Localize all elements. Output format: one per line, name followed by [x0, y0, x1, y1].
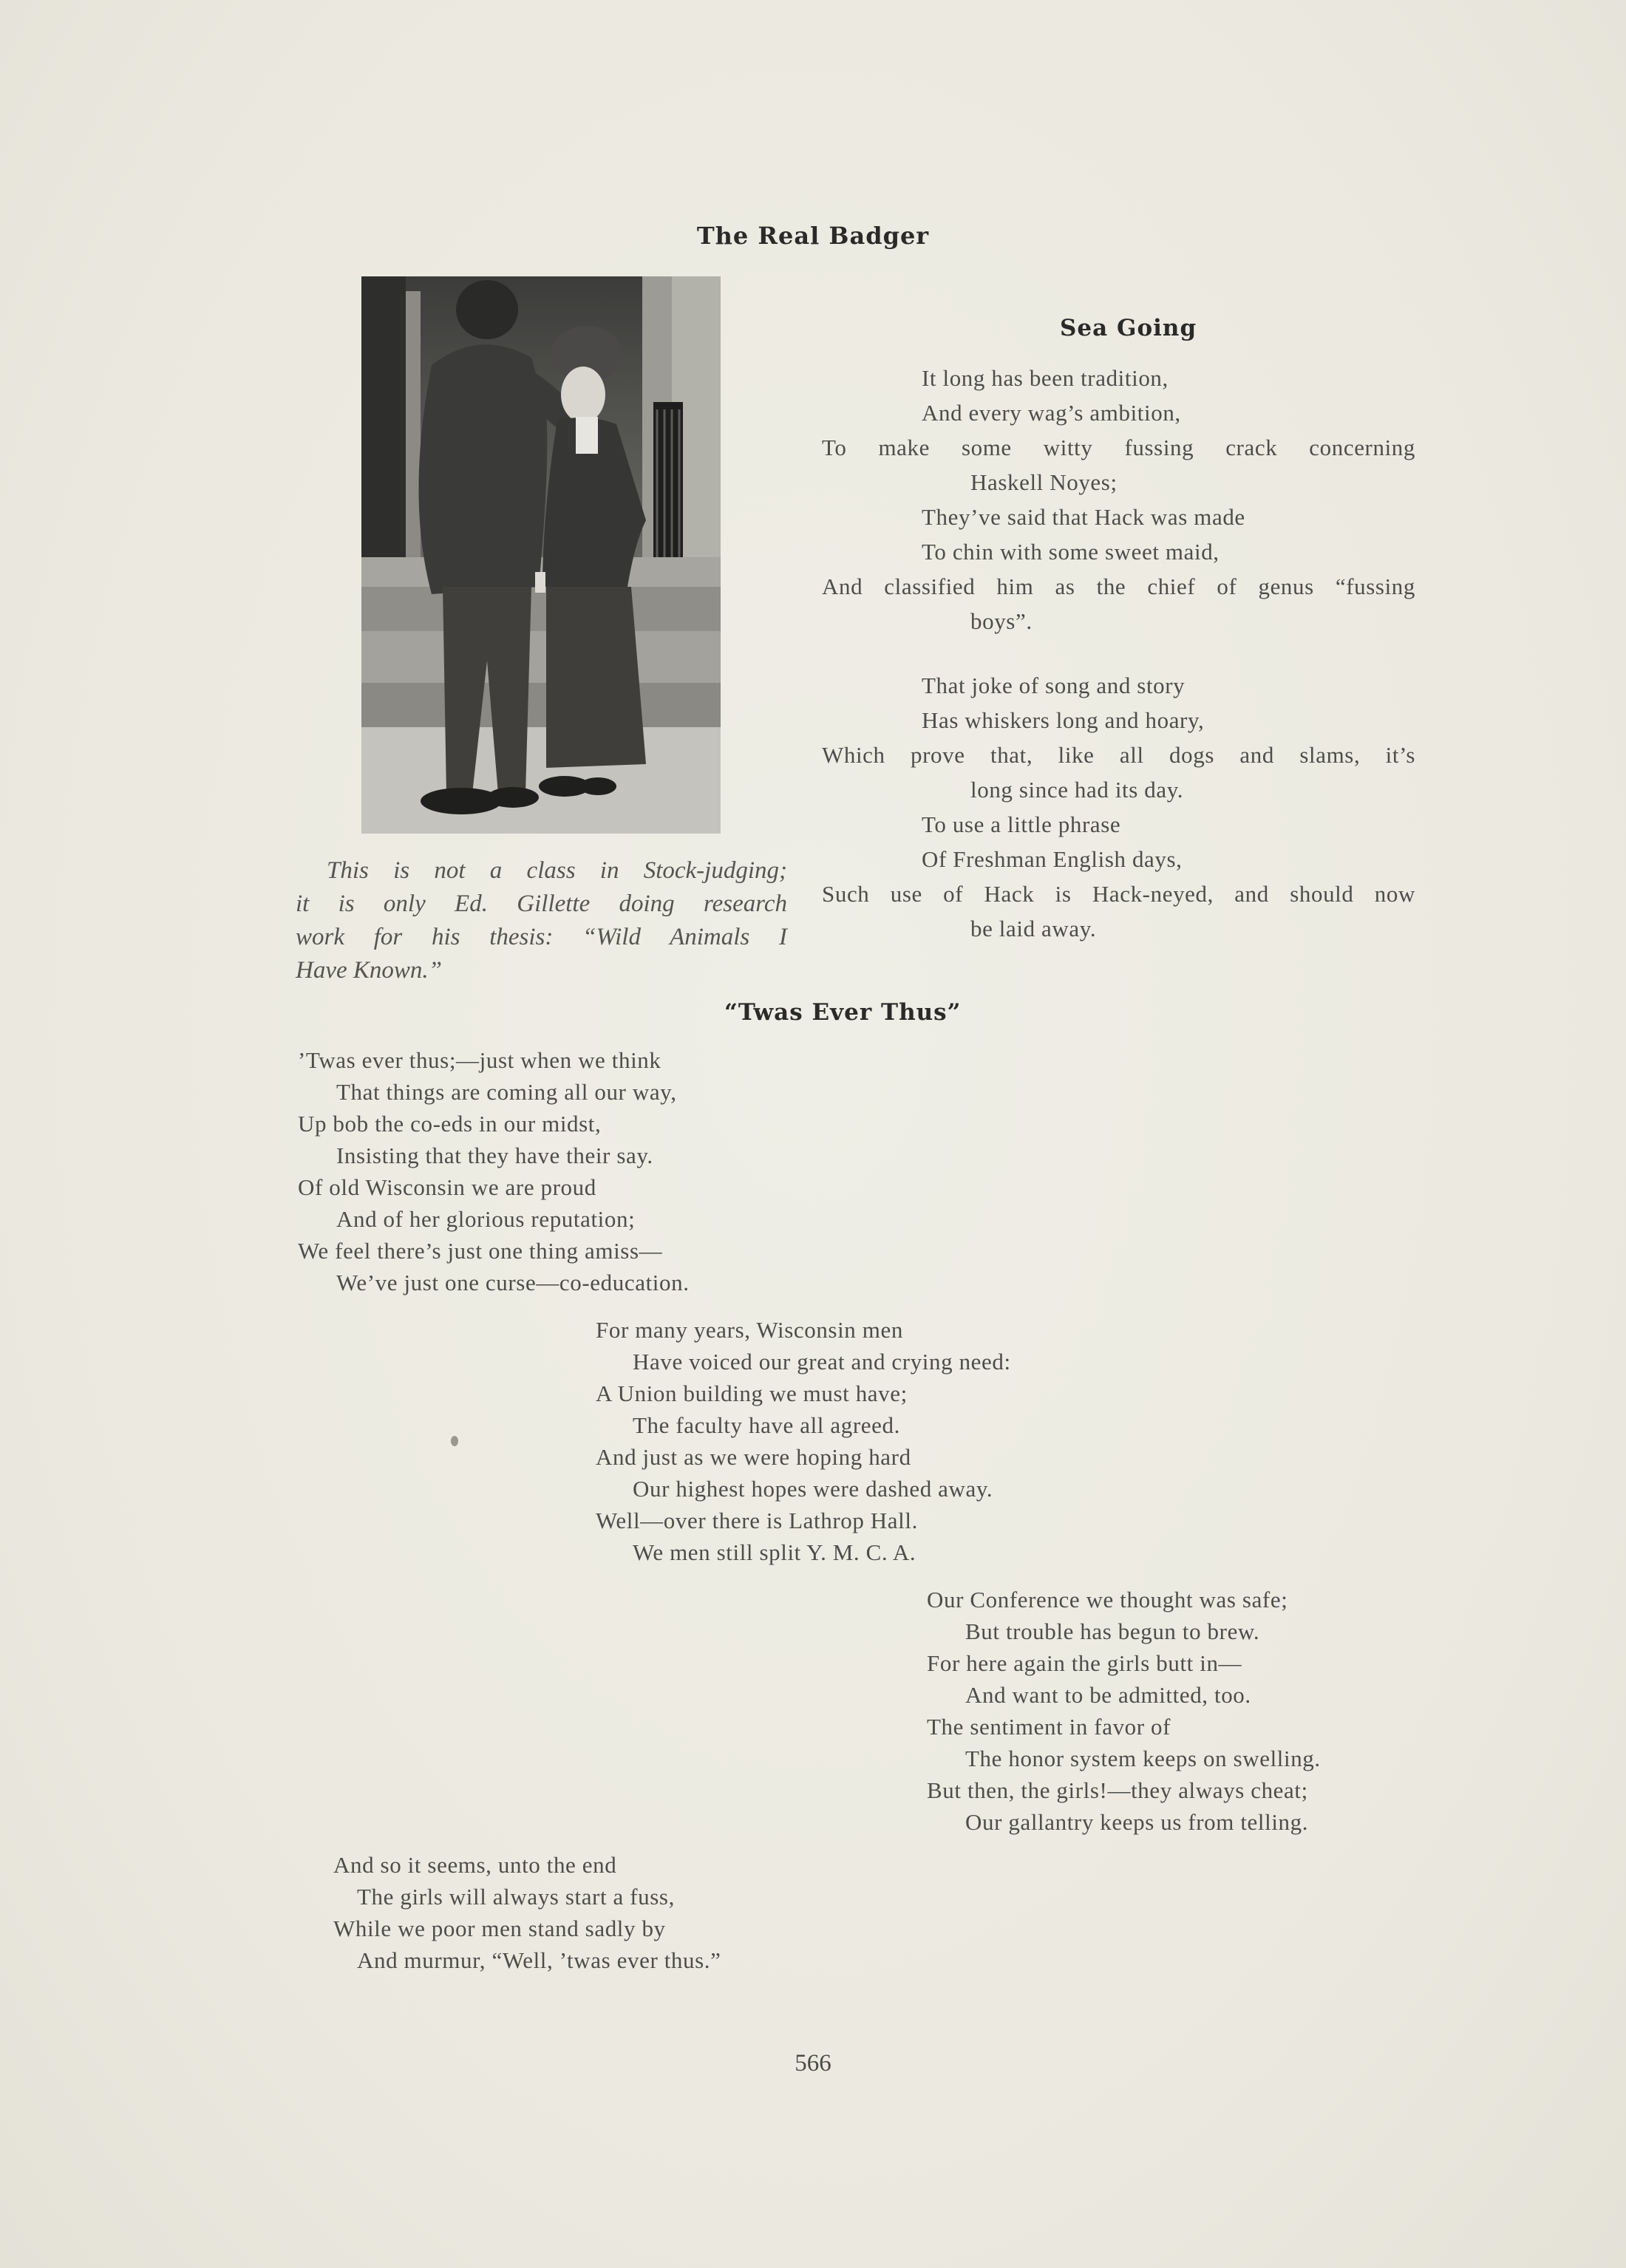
poem-line: The honor system keeps on swelling.: [965, 1746, 1321, 1771]
poem-line: long since had its day.: [970, 777, 1184, 803]
poem-line: To use a little phrase: [922, 811, 1121, 837]
poem-line: But trouble has begun to brew.: [965, 1618, 1260, 1644]
poem-line: Haskell Noyes;: [970, 469, 1118, 495]
poem-line: Our highest hopes were dashed away.: [633, 1476, 993, 1502]
poem-line: Up bob the co-eds in our midst,: [298, 1111, 602, 1137]
poem-line: boys”.: [970, 608, 1033, 634]
poem-line: Of Freshman English days,: [922, 846, 1183, 872]
poem-line: Of old Wisconsin we are proud: [298, 1174, 596, 1200]
poem-line: ’Twas ever thus;—just when we think: [298, 1047, 661, 1073]
poem-line: Has whiskers long and hoary,: [922, 707, 1205, 733]
poem-line: It long has been tradition,: [922, 365, 1169, 391]
poem-line: And want to be admitted, too.: [965, 1682, 1251, 1708]
poem-line: For many years, Wisconsin men: [596, 1317, 903, 1343]
poem-line: They’ve said that Hack was made: [922, 504, 1245, 530]
page-number: 566: [795, 2050, 831, 2077]
poem-line: We’ve just one curse—co-education.: [336, 1270, 690, 1295]
poem-line: Which prove that, like all dogs and slams, it’s: [822, 742, 1415, 768]
poem-line: Well—over there is Lathrop Hall.: [596, 1508, 918, 1533]
poem-line: That joke of song and story: [922, 672, 1186, 698]
ink-speck: [451, 1436, 458, 1446]
poem-line: Our gallantry keeps us from telling.: [965, 1809, 1309, 1835]
poem-line: And every wag’s ambition,: [922, 400, 1181, 426]
poem-line: For here again the girls butt in—: [927, 1650, 1242, 1676]
poem-line: Have voiced our great and crying need:: [633, 1349, 1011, 1375]
poem-title-sea-going: Sea Going: [1060, 315, 1197, 341]
photograph: [361, 276, 721, 834]
poem-line: be laid away.: [970, 916, 1097, 941]
poem-line: But then, the girls!—they always cheat;: [927, 1777, 1308, 1803]
caption-line: it is only Ed. Gillette doing research: [296, 890, 787, 917]
poem-line: The girls will always start a fuss,: [357, 1884, 675, 1910]
poem-line: A Union building we must have;: [596, 1380, 908, 1406]
poem-line: And just as we were hoping hard: [596, 1444, 911, 1470]
running-header: The Real Badger: [696, 222, 930, 250]
poem-line: And so it seems, unto the end: [333, 1852, 617, 1878]
poem-line: The sentiment in favor of: [927, 1714, 1171, 1740]
caption-line: Have Known.”: [296, 957, 442, 984]
poem-line: We men still split Y. M. C. A.: [633, 1539, 916, 1565]
poem-line: Insisting that they have their say.: [336, 1142, 653, 1168]
poem-title-twas-ever-thus: “Twas Ever Thus”: [724, 999, 962, 1026]
poem-line: We feel there’s just one thing amiss—: [298, 1238, 663, 1264]
photo-illustration: [361, 276, 721, 834]
poem-line: That things are coming all our way,: [336, 1079, 677, 1105]
poem-line: To make some witty fussing crack concerning: [822, 435, 1415, 460]
caption-line: This is not a class in Stock-judging;: [327, 857, 787, 884]
poem-line: While we poor men stand sadly by: [333, 1915, 666, 1941]
caption-line: work for his thesis: “Wild Animals I: [296, 924, 787, 950]
poem-line: And of her glorious reputation;: [336, 1206, 636, 1232]
poem-line: To chin with some sweet maid,: [922, 539, 1220, 565]
poem-line: Our Conference we thought was safe;: [927, 1587, 1288, 1613]
poem-line: And murmur, “Well, ’twas ever thus.”: [357, 1947, 721, 1973]
poem-line: And classified him as the chief of genus “fussing: [822, 573, 1415, 599]
photo-caption: [296, 854, 787, 987]
poem-line: Such use of Hack is Hack-neyed, and should now: [822, 881, 1415, 907]
poem-line: The faculty have all agreed.: [633, 1412, 900, 1438]
